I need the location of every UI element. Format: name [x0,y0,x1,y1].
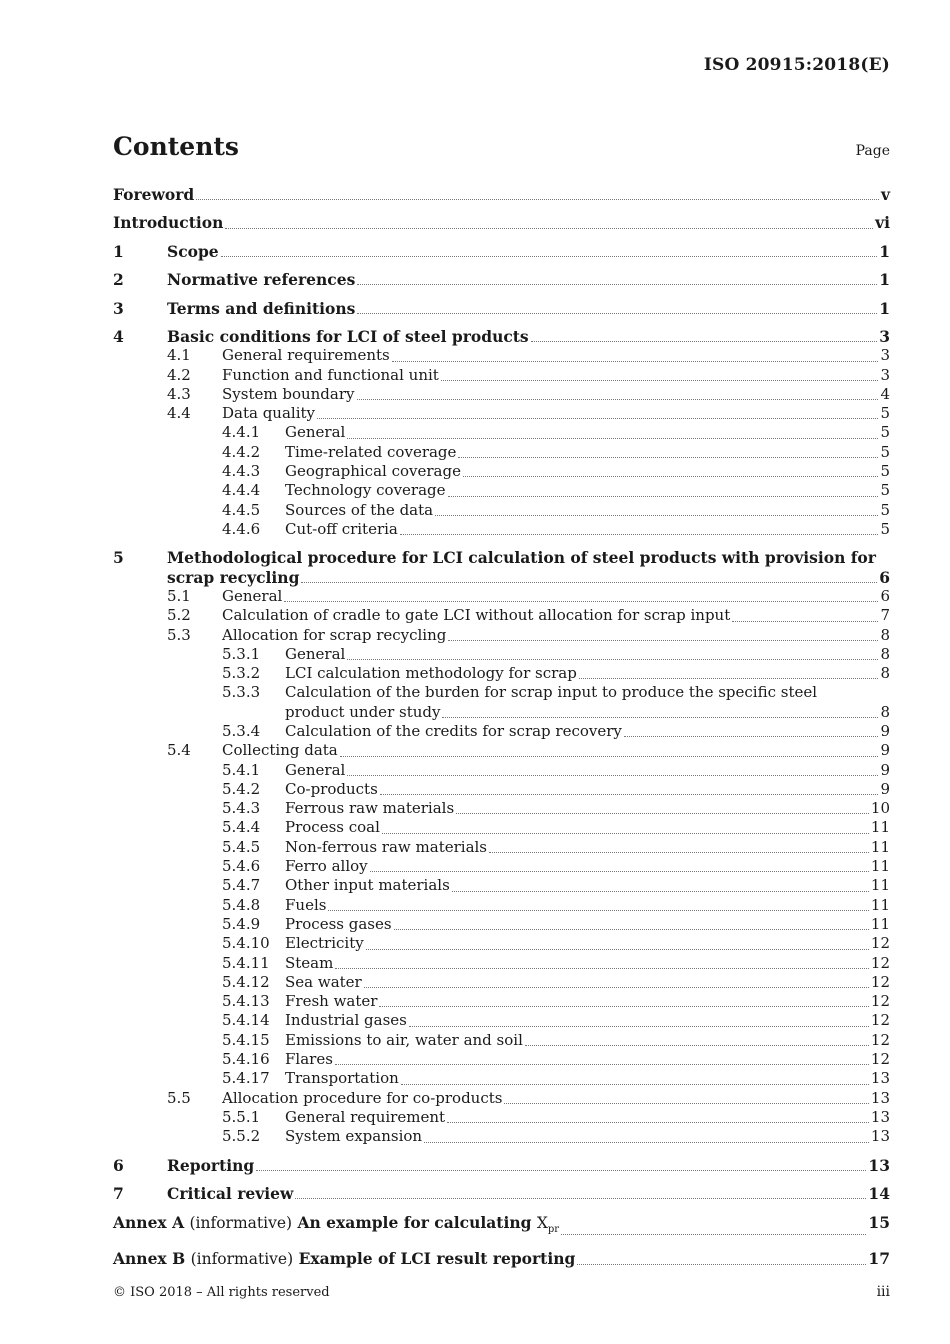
toc-number: 3 [113,298,124,318]
toc-entry-5[interactable] [113,548,890,587]
toc-number: 5.1 [167,586,191,605]
toc-leader [221,255,878,257]
toc-entry-5-4-11[interactable] [113,954,890,973]
toc-text: General [222,586,283,605]
toc-leader [379,1005,868,1007]
toc-number: 5.4.17 [222,1069,270,1088]
toc-entry-4-1[interactable] [113,346,890,365]
toc-page: 8 [880,644,890,663]
toc-page: 3 [879,326,890,346]
toc-number: 5 [113,548,124,568]
toc-leader [624,735,879,737]
toc-number: 5.4.12 [222,972,270,991]
toc-leader [447,1121,869,1123]
toc-number: 4.4.2 [222,442,261,461]
toc-entry-5-5-1[interactable] [113,1108,890,1127]
toc-entry-4-4-1[interactable] [113,423,890,442]
toc-entry-5-4-5[interactable] [113,838,890,857]
toc-page: 9 [880,721,890,740]
toc-number: 5.4.2 [222,779,261,798]
toc-entry-5-4-4[interactable] [113,818,890,837]
toc-page: 3 [880,365,890,384]
toc-number: 5.5 [167,1088,191,1107]
toc-number: 5.2 [167,606,191,625]
toc-text: Cut-off criteria [285,519,398,538]
toc-entry-introduction[interactable] [113,213,890,232]
toc-leader [317,417,878,419]
toc-text [113,1249,575,1269]
toc-page: 8 [880,702,890,721]
toc-text: Industrial gases [285,1011,407,1030]
toc-leader [347,437,878,439]
toc-text: Ferrous raw materials [285,799,455,818]
toc-leader [366,948,869,950]
toc-number: 6 [113,1155,124,1175]
toc-entry-5-1[interactable] [113,587,890,606]
toc-entry-5-2[interactable] [113,606,890,625]
toc-leader [357,283,877,285]
toc-page: 1 [879,298,890,318]
toc-page: 11 [870,876,890,895]
toc-number: 5.3 [167,625,191,644]
toc-entry-5-4-12[interactable] [113,973,890,992]
toc-page: 15 [868,1212,890,1232]
toc-page: 11 [870,857,890,876]
toc-entry-5-5[interactable] [113,1089,890,1108]
toc-number: 4.2 [167,365,191,384]
toc-text: General [285,760,346,779]
toc-number: 5.4.9 [222,914,261,933]
toc-text: General requirements [222,346,390,365]
toc-entry-5-4-13[interactable] [113,992,890,1011]
toc-number: 4.4.6 [222,519,261,538]
toc-text: Critical review [167,1184,294,1203]
toc-text-line2: scrap recycling [167,567,300,587]
toc-page: vi [875,213,890,233]
toc-text: Steam [285,953,334,972]
toc-entry-7[interactable] [113,1184,890,1203]
toc-page: 11 [870,818,890,837]
toc-page: 12 [870,934,890,953]
toc-entry-4-4-5[interactable] [113,501,890,520]
annex-kind: (informative) [190,1249,294,1268]
toc-text: Ferro alloy [285,857,368,876]
toc-page: 13 [868,1155,890,1175]
toc-text: Fresh water [285,992,378,1011]
toc-text: Introduction [113,213,224,233]
toc-entry-5-3[interactable] [113,626,890,645]
toc-number: 5.4.14 [222,1011,270,1030]
toc-page: 11 [870,914,890,933]
toc-text: Electricity [285,934,364,953]
toc-leader [531,340,878,342]
toc-text: Terms and definitions [167,298,356,318]
toc-text: Time-related coverage [285,442,457,461]
toc-number: 5.4.3 [222,799,261,818]
toc-text: Allocation for scrap recycling [222,625,447,644]
toc-text-line2: product under study [285,702,441,721]
toc-number: 4.4.5 [222,500,261,519]
toc-entry-5-3-2[interactable] [113,664,890,683]
toc-text: Data quality [222,404,316,423]
toc-page: 4 [880,384,890,403]
toc-number: 5.3.2 [222,664,261,683]
toc-entry-6[interactable] [113,1156,890,1175]
page-column-label: Page [855,143,890,159]
toc-leader [256,1169,866,1171]
toc-leader [382,832,869,834]
toc-leader [442,716,878,718]
toc-page: 5 [880,404,890,423]
toc-entry-5-4[interactable] [113,741,890,760]
toc-entry-3[interactable] [113,299,890,318]
toc-number: 5.4.5 [222,837,261,856]
toc-page: 7 [880,606,890,625]
toc-entry-2[interactable] [113,270,890,289]
toc-text: Process coal [285,818,380,837]
toc-text: Sources of the data [285,500,434,519]
toc-text-line1: Calculation of the burden for scrap input to produce the specific steel [285,683,818,702]
toc-number: 5.3.3 [222,683,261,702]
toc-entry-4-4-3[interactable] [113,462,890,481]
toc-leader [394,928,869,930]
toc-number: 5.3.4 [222,721,261,740]
toc-entry-4-2[interactable] [113,366,890,385]
toc-page: 12 [870,972,890,991]
toc-leader [392,360,879,362]
toc-page: 13 [870,1127,890,1146]
toc-entry-5-4-7[interactable] [113,876,890,895]
toc-leader [489,851,869,853]
toc-text: Function and functional unit [222,365,439,384]
toc-text: Flares [285,1050,333,1069]
toc-entry-5-4-1[interactable] [113,761,890,780]
toc-text: Fuels [285,895,327,914]
toc-text: General [285,423,346,442]
toc-entry-5-4-14[interactable] [113,1011,890,1030]
toc-text: Technology coverage [285,481,446,500]
formula-symbol: $X_{pr}$ [536,1213,560,1235]
page-title: Contents [113,132,240,161]
toc-page: 5 [880,481,890,500]
toc-entry-5-3-1[interactable] [113,645,890,664]
toc-number: 5.4.15 [222,1030,270,1049]
document-id: ISO 20915:2018(E) [703,55,890,75]
toc-page: 12 [870,1050,890,1069]
toc-entry-5-4-8[interactable] [113,896,890,915]
title-row [113,132,890,164]
toc-entry-5-3-4[interactable] [113,722,890,741]
toc-page: 3 [880,346,890,365]
toc-text: Foreword [113,185,195,204]
toc-text: Geographical coverage [285,462,461,481]
annex-title: An example for calculating [297,1212,532,1232]
footer-copyright: © ISO 2018 – All rights reserved [113,1285,330,1300]
toc-leader [561,1233,866,1235]
toc-leader [448,495,879,497]
toc-page: 11 [870,837,890,856]
toc-text: System expansion [285,1127,423,1146]
toc-page: 5 [880,519,890,538]
toc-text: Basic conditions for LCI of steel products [167,326,529,346]
toc-number: 2 [113,270,124,290]
toc-number: 5.3.1 [222,644,261,663]
toc-leader [357,398,879,400]
toc-page: 13 [870,1069,890,1088]
toc-text: Transportation [285,1069,399,1088]
toc-number: 5.4.6 [222,857,261,876]
toc-page: 12 [870,992,890,1011]
annex-label: Annex A [113,1212,185,1232]
toc-number: 4.4.4 [222,481,261,500]
toc-entry-5-4-16[interactable] [113,1050,890,1069]
toc-page: 11 [870,895,890,914]
toc-text: Non-ferrous raw materials [285,837,488,856]
toc-number: 5.4.1 [222,760,261,779]
toc-entry-5-4-10[interactable] [113,934,890,953]
toc-entry-1[interactable] [113,242,890,261]
annex-label: Annex B [113,1248,186,1268]
toc-entry-4-4-2[interactable] [113,443,890,462]
toc-text: Normative references [167,270,356,290]
toc-leader [401,1083,869,1085]
toc-number: 1 [113,241,124,261]
toc-leader [409,1025,869,1027]
toc-leader [525,1044,869,1046]
toc-text: General requirement [285,1107,446,1126]
toc-text: Co-products [285,779,378,798]
toc-page: 17 [868,1248,890,1268]
toc-page: 8 [880,625,890,644]
toc-page: 12 [870,953,890,972]
toc-number: 5.4.13 [222,992,270,1011]
toc-entry-annex-b[interactable] [113,1249,890,1269]
toc-page: 5 [880,442,890,461]
toc-leader [458,456,878,458]
toc-text-line1: Methodological procedure for LCI calculation of steel products with provision for [167,548,876,568]
toc-leader [364,986,869,988]
toc-entry-5-4-6[interactable] [113,857,890,876]
toc-number: 5.4.4 [222,818,261,837]
annex-title: Example of LCI result reporting [298,1248,576,1268]
toc-number: 5.5.2 [222,1127,261,1146]
toc-leader [463,475,879,477]
toc-leader [452,890,869,892]
annex-kind: (informative) [189,1213,293,1232]
toc-leader [340,755,879,757]
toc-number: 4.3 [167,384,191,403]
toc-entry-5-4-17[interactable] [113,1069,890,1088]
toc-page: 5 [880,500,890,519]
toc-text: Process gases [285,914,392,933]
toc-number: 5.4.10 [222,934,270,953]
toc-number: 4.4 [167,404,191,423]
toc-page: v [880,185,890,204]
toc-text: Calculation of cradle to gate LCI without allocation for scrap input [222,606,731,625]
toc-text: Collecting data [222,741,338,760]
toc-text [113,1213,559,1239]
toc-entry-4-4[interactable] [113,404,890,423]
toc-entry-5-3-3[interactable] [113,683,890,722]
toc-entry-annex-a[interactable] [113,1213,890,1239]
toc-leader [347,658,878,660]
toc-multiline-text [285,683,890,722]
toc-leader [328,909,868,911]
toc-page: 5 [880,462,890,481]
toc-entry-4-4-6[interactable] [113,520,890,539]
toc-page: 9 [880,760,890,779]
toc-number: 4.4.3 [222,462,261,481]
toc-leader [380,793,879,795]
toc-number: 5.4.8 [222,895,261,914]
toc-leader [301,581,877,583]
toc-leader [732,620,878,622]
toc-page: 6 [880,586,890,605]
toc-multiline-text [167,548,890,587]
toc-leader [357,312,877,314]
toc-page: 12 [870,1011,890,1030]
toc-leader [284,600,878,602]
toc-page: 10 [870,799,890,818]
toc-number: 5.5.1 [222,1107,261,1126]
toc-text: Other input materials [285,876,450,895]
toc-leader [370,870,869,872]
toc-page: 9 [880,741,890,760]
toc-page: 12 [870,1030,890,1049]
footer-page-number: iii [876,1284,890,1300]
toc-text: Emissions to air, water and soil [285,1030,523,1049]
toc-leader [441,379,879,381]
toc-text: Allocation procedure for co-products [222,1088,503,1107]
toc-page: 1 [879,241,890,261]
toc-leader [435,514,878,516]
toc-entry-5-4-3[interactable] [113,799,890,818]
toc-page: 8 [880,664,890,683]
toc-leader [335,1063,869,1065]
toc-text-line2-row [285,703,890,722]
toc-leader [424,1141,869,1143]
toc-page: 9 [880,779,890,798]
toc-entry-5-4-9[interactable] [113,915,890,934]
toc-leader [504,1102,868,1104]
toc-number: 4.4.1 [222,423,261,442]
toc-text: General [285,644,346,663]
toc-entry-5-5-2[interactable] [113,1127,890,1146]
toc-page: 5 [880,423,890,442]
toc-text: LCI calculation methodology for scrap [285,664,577,683]
toc-leader [456,812,869,814]
toc-entry-4[interactable] [113,327,890,346]
toc-leader [347,774,878,776]
toc-text-line2-row [167,568,890,587]
toc-entry-foreword[interactable] [113,185,890,204]
toc-number: 7 [113,1184,124,1203]
toc-number: 5.4 [167,741,191,760]
toc-leader [295,1197,866,1199]
toc-text: Sea water [285,972,362,991]
toc-entry-5-4-2[interactable] [113,780,890,799]
toc-page: 13 [870,1088,890,1107]
toc-page: 6 [879,567,890,587]
toc-leader [400,533,879,535]
toc-number: 5.4.16 [222,1050,270,1069]
toc-leader [577,1263,866,1265]
toc-leader [196,198,879,200]
toc-entry-4-4-4[interactable] [113,481,890,500]
toc-leader [335,967,869,969]
toc-number: 5.4.11 [222,953,270,972]
toc-text: Scope [167,241,219,261]
toc-text: Reporting [167,1155,255,1175]
toc-number: 5.4.7 [222,876,261,895]
toc-leader [448,639,878,641]
toc-text: Calculation of the credits for scrap recovery [285,721,622,740]
toc-entry-4-3[interactable] [113,385,890,404]
toc-page: 13 [870,1107,890,1126]
toc-page: 1 [879,270,890,290]
table-of-contents [113,185,890,1269]
toc-number: 4.1 [167,346,191,365]
toc-leader [225,227,873,229]
toc-number: 4 [113,326,124,346]
toc-entry-5-4-15[interactable] [113,1031,890,1050]
toc-leader [579,677,879,679]
toc-page: 14 [868,1184,890,1203]
toc-text: System boundary [222,384,355,403]
